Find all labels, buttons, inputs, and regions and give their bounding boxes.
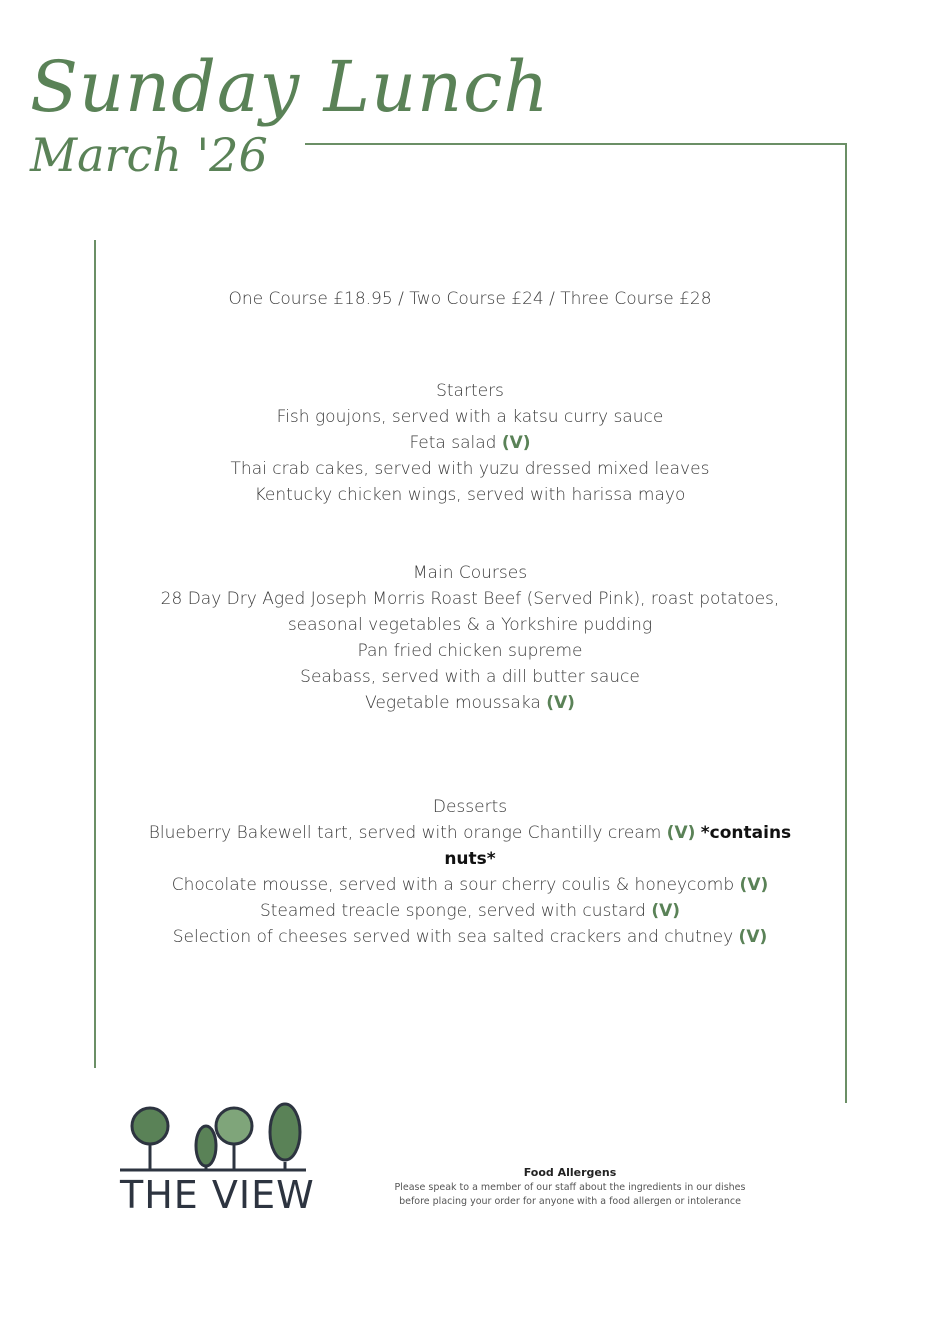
menu-item: Seabass, served with a dill butter sauce [300,667,640,687]
allergen-notice [380,1166,760,1209]
menu-item: Fish goujons, served with a katsu curry sauce [276,407,664,427]
menu-item [140,430,800,456]
course-prices: One Course £18.95 / Two Course £24 / Three Course £28 [228,289,712,309]
desserts-section [140,794,800,950]
menu-item [140,846,800,872]
menu-title [30,46,550,182]
frame-top-line [305,143,847,145]
allergen-line: Please speak to a member of our staff about the ingredients in our dishes [394,1182,746,1193]
menu-item-text: Feta salad [409,433,497,453]
logo-wordmark: THE VIEW [120,1173,315,1217]
menu-item: seasonal vegetables & a Yorkshire pudding [287,615,653,635]
menu-item [140,690,800,716]
mains-heading: Main Courses [412,563,528,583]
contains-nuts-note-cont: nuts* [444,849,496,869]
vegetarian-mark: (V) [501,433,531,453]
desserts-heading: Desserts [432,797,508,817]
title-sunday-lunch: Sunday Lunch [30,46,550,128]
menu-item: Pan fried chicken supreme [357,641,583,661]
allergen-text [380,1181,760,1209]
mains-section [140,560,800,716]
menu-item [140,820,800,846]
vegetarian-mark: (V) [666,823,696,843]
menu-item: Thai crab cakes, served with yuzu dressed mixed leaves [230,459,710,479]
starters-heading: Starters [436,381,504,401]
menu-item [140,924,800,950]
menu-item-text: Chocolate mousse, served with a sour cherry coulis & honeycomb [171,875,735,895]
menu-item-text: Vegetable moussaka [365,693,541,713]
menu-item-text: Blueberry Bakewell tart, served with orange Chantilly cream [148,823,662,843]
menu-item: Kentucky chicken wings, served with harissa mayo [254,485,686,505]
frame-right-line [845,143,847,1103]
menu-item-text: Steamed treacle sponge, served with custard [259,901,646,921]
title-date: March '26 [30,128,268,182]
vegetarian-mark: (V) [738,927,768,947]
vegetarian-mark: (V) [651,901,681,921]
frame-left-line [94,240,96,1068]
allergen-line: before placing your order for anyone with a food allergen or intolerance [399,1196,741,1207]
allergen-heading: Food Allergens [523,1166,617,1179]
menu-item-text: Selection of cheeses served with sea salted crackers and chutney [172,927,734,947]
vegetarian-mark: (V) [546,693,575,713]
menu-body [140,286,800,1002]
menu-item [140,898,800,924]
menu-item [140,872,800,898]
vegetarian-mark: (V) [739,875,769,895]
starters-section [140,378,800,508]
menu-item: 28 Day Dry Aged Joseph Morris Roast Beef (Served Pink), roast potatoes, [160,589,780,609]
contains-nuts-note: *contains [700,823,792,843]
